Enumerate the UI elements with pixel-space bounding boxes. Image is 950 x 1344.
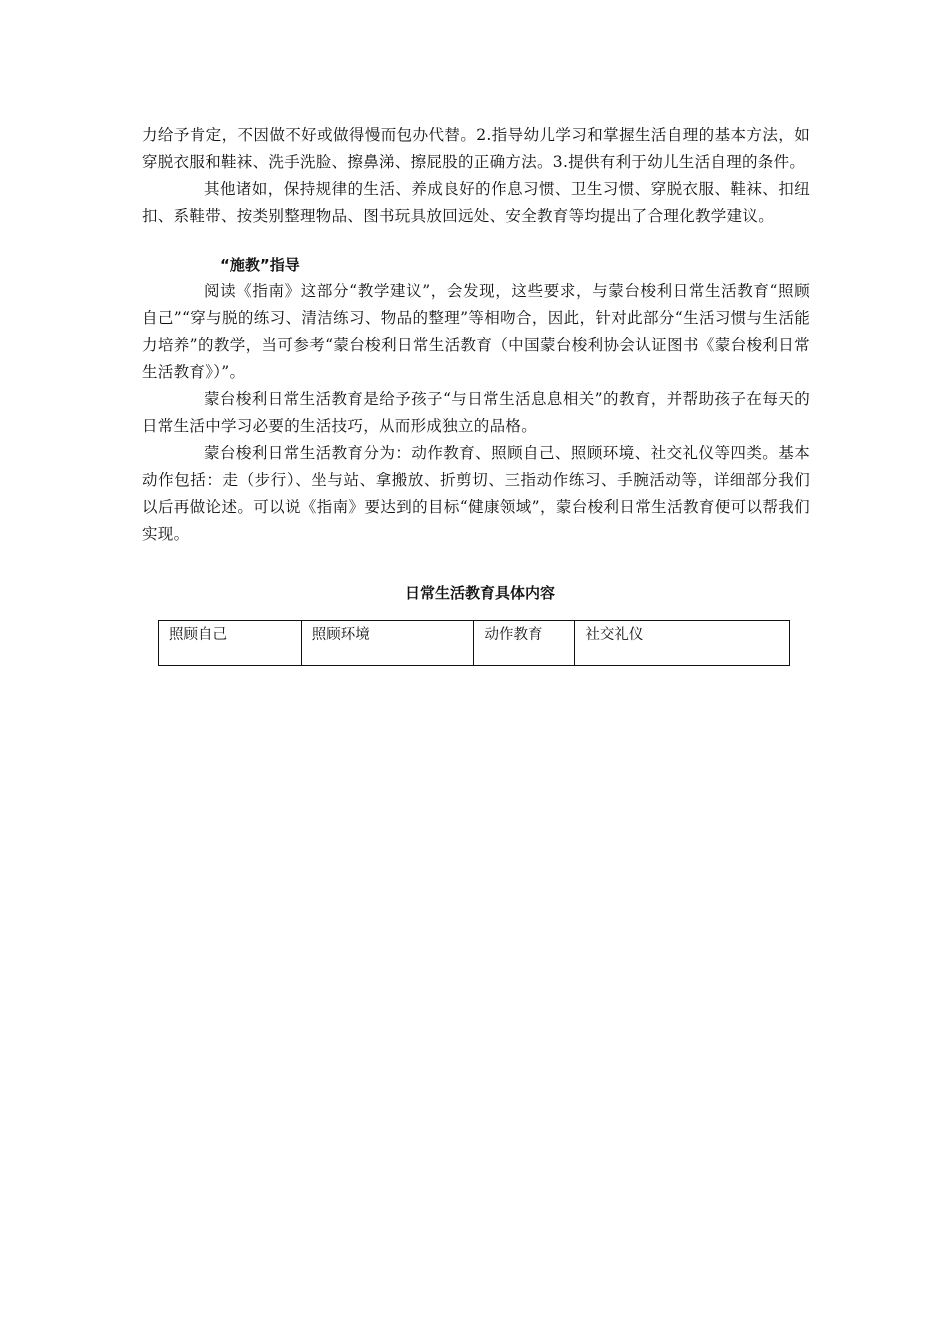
paragraph-montessori-definition: 蒙台梭利日常生活教育是给予孩子“与日常生活息息相关”的教育，并帮助孩子在每天的日常生活中学习必要的生活技巧，从而形成独立的品格。 — [142, 390, 810, 435]
table-title: 日常生活教育具体内容 — [404, 584, 555, 602]
table-cell-self-care: 照顾自己 — [159, 621, 302, 666]
paragraph-reading-guide: 阅读《指南》这部分“教学建议”，会发现，这些要求，与蒙台梭利日常生活教育“照顾自己”“穿与脱的练习、清洁练习、物品的整理”等相吻合，因此，针对此部分“生活习惯与生活能力培养”的教学，当可参考“蒙台梭利日常生活教育（中国蒙台梭利协会认证图书《蒙台梭利日常生活教育》）”。 — [142, 282, 810, 381]
table-cell-social-etiquette: 社交礼仪 — [575, 621, 790, 666]
paragraph-self-care-methods: 力给予肯定，不因做不好或做得慢而包办代替。2.指导幼儿学习和掌握生活自理的基本方法，如穿脱衣服和鞋袜、洗手洗脸、擦鼻涕、擦屁股的正确方法。3.提供有利于幼儿生活自理的条件。 — [142, 126, 810, 171]
paragraph-other-suggestions: 其他诸如，保持规律的生活、养成良好的作息习惯、卫生习惯、穿脱衣服、鞋袜、扣纽扣、系鞋带、按类别整理物品、图书玩具放回远处、安全教育等均提出了合理化教学建议。 — [142, 180, 810, 225]
content-table — [158, 620, 790, 666]
table-cell-movement-education: 动作教育 — [474, 621, 575, 666]
table-row — [159, 621, 790, 666]
document-page — [142, 122, 810, 666]
table-cell-environment-care: 照顾环境 — [301, 621, 474, 666]
paragraph-montessori-categories: 蒙台梭利日常生活教育分为：动作教育、照顾自己、照顾环境、社交礼仪等四类。基本动作包括：走（步行）、坐与站、拿搬放、折剪切、三指动作练习、手腕活动等，详细部分我们以后再做论述。可以说《指南》要达到的目标“健康领域”，蒙台梭利日常生活教育便可以帮我们实现。 — [142, 444, 810, 543]
section-heading: “施教”指导 — [220, 256, 300, 274]
